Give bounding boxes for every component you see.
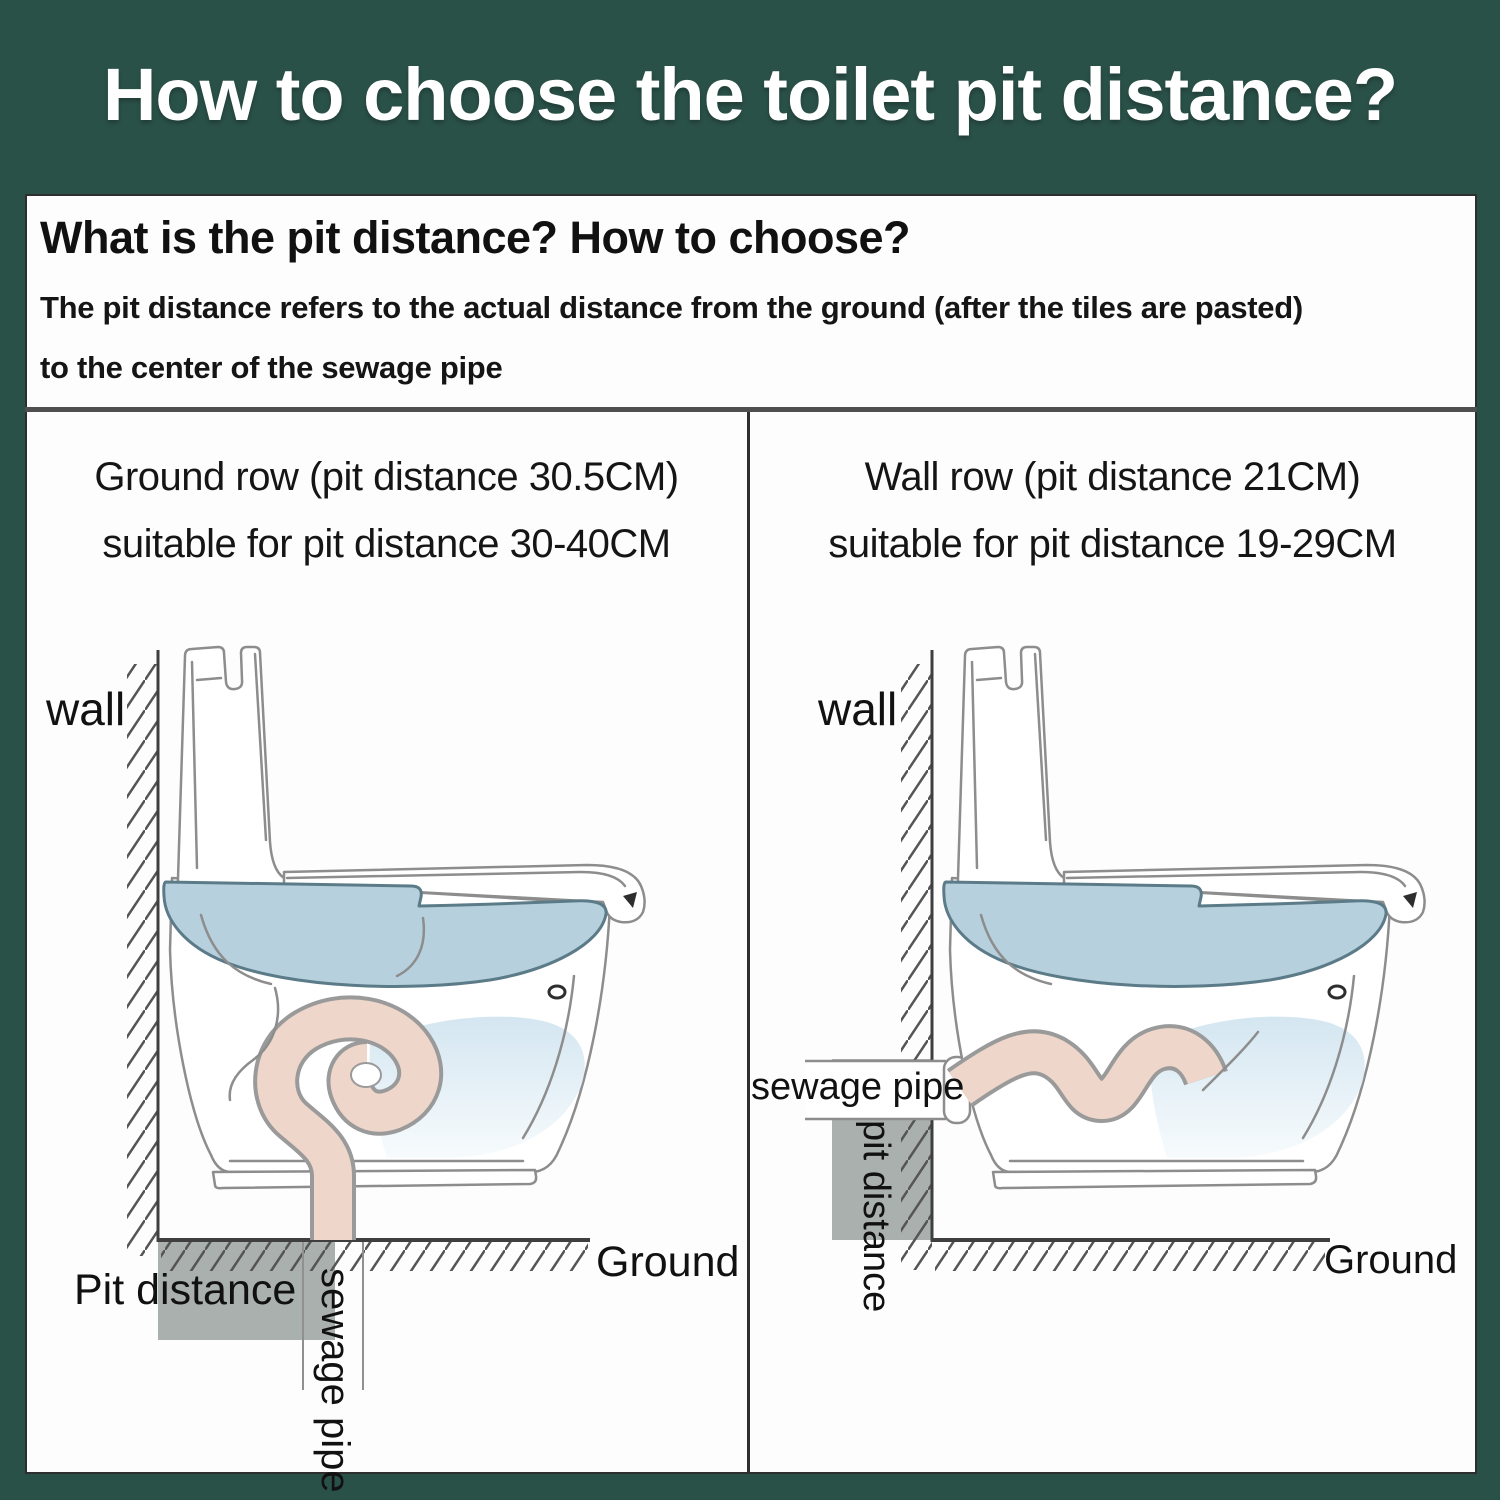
left-panel-title-line-1: Ground row (pit distance 30.5CM) xyxy=(94,455,679,499)
sewage-pipe-label: sewage pipe xyxy=(751,1066,965,1108)
ground-label: Ground xyxy=(1324,1238,1458,1282)
horizontal-divider xyxy=(25,407,1477,412)
ground-hatching xyxy=(935,1240,1325,1271)
page-title: How to choose the toilet pit distance? xyxy=(102,53,1398,136)
toilet-foot xyxy=(993,1170,1316,1188)
toilet-foot xyxy=(213,1170,536,1188)
intro-text-line-2: to the center of the sewage pipe xyxy=(40,350,503,385)
intro-heading: What is the pit distance? How to choose? xyxy=(40,212,911,263)
ground-row-diagram xyxy=(25,620,748,1474)
toilet-trap-hole xyxy=(351,1063,381,1087)
pit-distance-label: Pit distance xyxy=(74,1266,297,1314)
ground-label: Ground xyxy=(596,1238,740,1286)
left-panel-title-line-2: suitable for pit distance 30-40CM xyxy=(102,522,671,566)
wall-label: wall xyxy=(46,683,126,735)
wall-hatching xyxy=(901,664,932,1270)
toilet-drawing xyxy=(944,647,1425,1188)
sewage-pipe-label: sewage pipe xyxy=(313,1268,357,1493)
right-panel-title-line-1: Wall row (pit distance 21CM) xyxy=(864,455,1361,499)
bowl-side-hole xyxy=(1329,986,1345,998)
wall-label: wall xyxy=(818,683,898,735)
toilet-drawing xyxy=(164,647,645,1240)
right-panel-title-line-2: suitable for pit distance 19-29CM xyxy=(828,522,1397,566)
wall-hatching xyxy=(127,664,158,1256)
bowl-side-hole xyxy=(549,986,565,998)
intro-text-line-1: The pit distance refers to the actual distance from the ground (after the tiles are pasted) xyxy=(40,290,1303,325)
pit-distance-label: pit distance xyxy=(855,1120,897,1313)
wall-row-diagram xyxy=(748,620,1477,1474)
